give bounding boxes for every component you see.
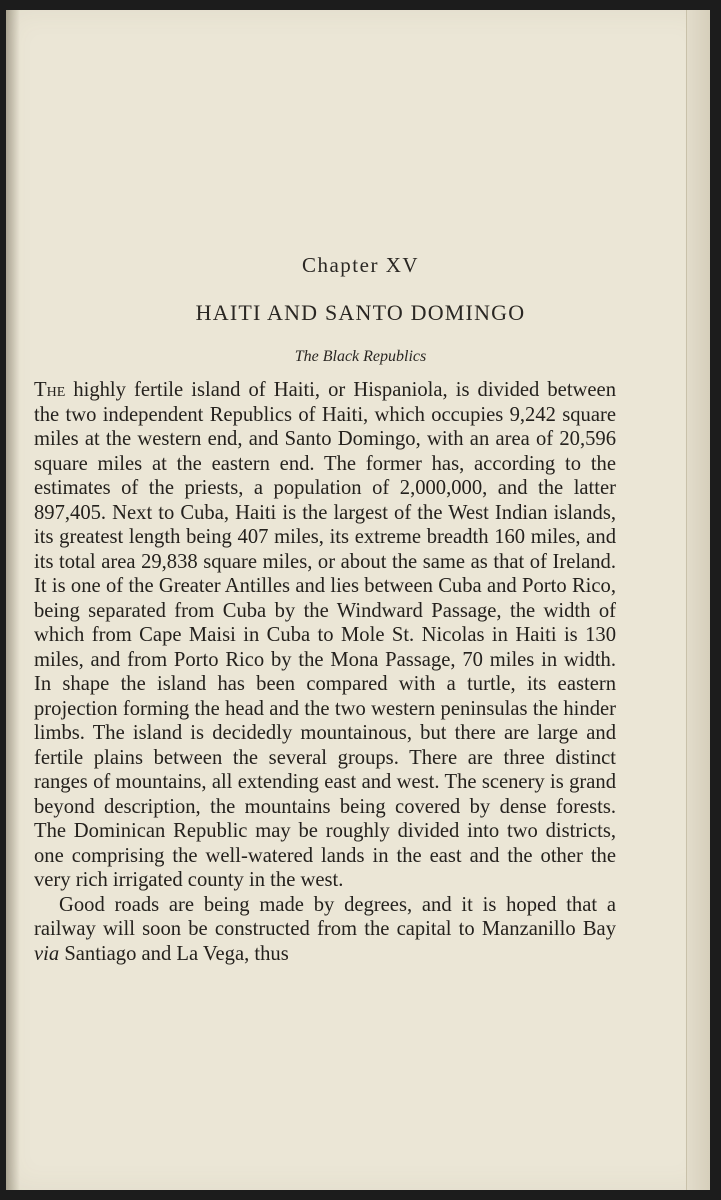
paragraph-1-text: highly fertile island of Haiti, or Hispaniola, is divided between the two independent Republics of Haiti, which occupies 9,242 square miles at the western end, and Santo Domingo, with an area of 20,596 square miles at the eastern end. The former has, according to the estimates of the priests, a population of 2,000,000, and the latter 897,405. Next to Cuba, Haiti is the largest of the West Indian islands, its greatest length being 407 miles, its extreme breadth 160 miles, and its total area 29,838 square miles, or about the same as that of Ireland. It is one of the Greater Antilles and lies between Cuba and Porto Rico, being separated from Cuba by the Windward Passage, the width of which from Cape Maisi in Cuba to Mole St. Nicolas in Haiti is 130 miles, and from Porto Rico by the Mona Passage, 70 miles in width. In shape the island has been compared with a turtle, its eastern projection forming the head and the two western peninsulas the hinder limbs. The island is decidedly mountainous, but there are large and fertile plains between the several groups. There are three distinct ranges of mountains, all extending east and west. The scenery is grand beyond description, the mountains being covered by dense forests. The Dominican Republic may be roughly divided into two districts, one comprising the well-watered lands in the east and the other the very rich irrigated county in the west. [34, 379, 616, 891]
page-gutter-shadow [6, 10, 20, 1190]
body-text [34, 378, 616, 966]
chapter-subtitle: The Black Republics [294, 348, 427, 365]
chapter-heading: Chapter XV [301, 253, 420, 277]
paragraph-2 [34, 893, 616, 967]
paragraph-2-italic: via [34, 942, 60, 965]
paragraph-2-text-start: Good roads are being made by degrees, and it is hoped that a railway will soon be constructed from the capital to Manzanillo Bay [34, 893, 616, 940]
paragraph-lead-word: The [34, 379, 66, 401]
paragraph-2-text-end: Santiago and La Vega, thus [59, 942, 289, 965]
page-edge [686, 10, 710, 1190]
paragraph-1 [34, 378, 616, 893]
chapter-title: HAITI AND SANTO DOMINGO [195, 300, 526, 325]
